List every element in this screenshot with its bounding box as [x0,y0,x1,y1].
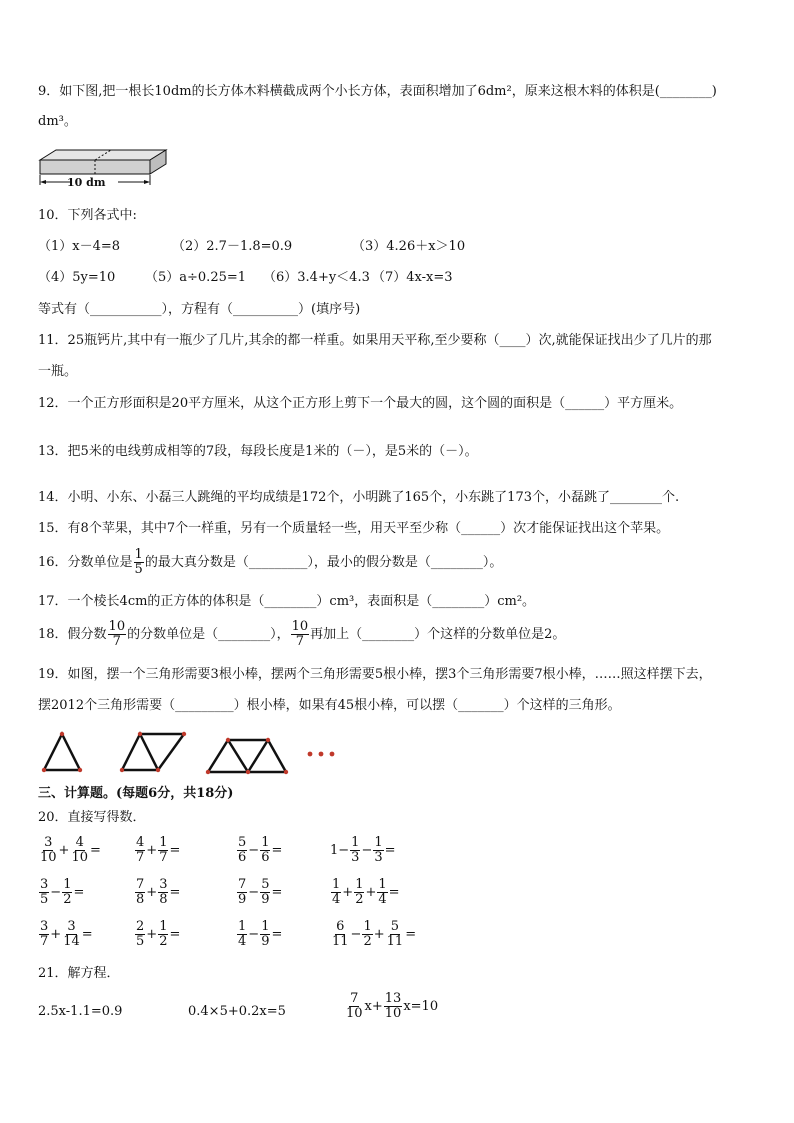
numerator: 10 [108,619,126,634]
q19-line2: 摆2012个三角形需要（_________）根小棒，如果有45根小棒，可以摆（_______）个这样的三角形。 [38,698,621,713]
q19-line1: 19．如图，摆一个三角形需要3根小棒，摆两个三角形需要5根小棒，摆3个三角形需要7根小棒，……照这样摆下去， [38,667,712,682]
operator: = [169,842,181,858]
operator: + [373,926,385,942]
denominator: 5 [136,934,145,949]
fraction [260,878,270,907]
q10-item-7: （7）4x-x=3 [372,270,453,285]
operator: = [169,884,181,900]
denominator: 10 [384,1006,402,1021]
denominator: 2 [355,892,364,907]
operator: = [271,884,283,900]
operator: − [350,926,362,942]
numerator: 1 [355,877,364,892]
fraction [331,920,350,949]
numerator: 1 [261,919,270,934]
denominator: 3 [351,850,360,865]
denominator: 10 [71,850,88,865]
q20-expression-3-2 [134,920,180,949]
fraction [237,920,247,949]
fraction [373,836,383,865]
operator: = [405,926,417,942]
q21-equation-3 [344,992,438,1021]
operator: − [361,842,373,858]
fraction [135,878,145,907]
q20-expression-1-4 [330,836,396,865]
denominator: 11 [332,934,349,949]
q9-line2: dm³。 [38,114,77,129]
fraction [377,878,387,907]
numerator: 7 [350,991,359,1006]
fraction [260,836,270,865]
denominator: 4 [238,934,247,949]
operator: = [73,884,85,900]
denominator: 10 [40,850,57,865]
q18-fraction-2 [291,620,310,649]
q20-expression-2-3 [236,878,282,907]
fraction [158,920,168,949]
numerator: 2 [136,919,145,934]
q21-equation-1: 2.5x-1.1=0.9 [38,1004,123,1019]
fraction [331,878,341,907]
fraction [135,920,145,949]
q21-equation-2: 0.4×5+0.2x=5 [188,1004,286,1019]
q16-post: 的最大真分数是（_________），最小的假分数是（________）。 [144,554,503,570]
fraction [39,920,49,949]
numerator: 1 [159,919,168,934]
operator: = [90,842,101,858]
denominator: 4 [378,892,387,907]
numerator: 4 [75,835,84,850]
q16-pre: 16．分数单位是 [38,554,133,570]
numerator: 7 [238,877,247,892]
operator: − [248,884,260,900]
denominator: 11 [386,934,404,949]
numerator: 7 [136,877,145,892]
q18 [38,620,565,649]
denominator: 6 [238,850,247,865]
operator: − [50,884,62,900]
numerator: 4 [136,835,145,850]
q21-eq3-mid: x+ [364,998,383,1014]
denominator: 7 [295,634,305,649]
fraction [135,836,145,865]
q10-item-2: （2）2.7－1.8=0.9 [172,239,293,254]
q15: 15．有8个苹果，其中7个一样重，另有一个质量轻一些，用天平至少称（______）次才能保证找出这个苹果。 [38,521,670,536]
q16-fraction [134,548,144,577]
fraction [237,836,247,865]
numerator: 1 [332,877,341,892]
numerator: 1 [134,547,143,562]
fraction [350,836,360,865]
numerator: 1 [159,835,168,850]
fraction [386,920,405,949]
operator: + [146,926,158,942]
operator: + [146,884,158,900]
q21-fraction-1 [345,992,364,1021]
numerator: 3 [40,877,49,892]
numerator: 1 [261,835,270,850]
numerator: 1 [63,877,72,892]
denominator: 7 [136,850,145,865]
triangle-pattern-figure [36,728,346,776]
q16 [38,548,502,577]
denominator: 2 [159,934,168,949]
numerator: 3 [40,919,49,934]
q21-fraction-2 [384,992,403,1021]
q20-expression-2-1 [38,878,84,907]
fraction [70,836,89,865]
denominator: 10 [346,1006,363,1021]
operator: 1− [330,842,350,858]
operator: − [248,926,260,942]
denominator: 9 [261,892,270,907]
denominator: 5 [40,892,49,907]
operator: = [81,926,93,942]
numerator: 1 [363,919,372,934]
denominator: 8 [159,892,168,907]
operator: + [146,842,158,858]
denominator: 2 [363,934,372,949]
q9-line1: 9．如下图,把一根长10dm的长方体木料横截成两个小长方体，表面积增加了6dm²，原来这根木料的体积是(________) [38,84,717,99]
operator: + [365,884,377,900]
denominator: 2 [63,892,72,907]
q18-fraction-1 [108,620,127,649]
q20-title: 20．直接写得数． [38,810,146,825]
denominator: 7 [40,934,49,949]
fraction [237,878,247,907]
fraction [354,878,364,907]
q18-post: 再加上（________）个这样的分数单位是2。 [310,626,566,642]
numerator: 3 [44,835,53,850]
q20-expression-1-3 [236,836,282,865]
fraction [260,920,270,949]
numerator: 5 [238,835,247,850]
denominator: 5 [134,562,143,577]
operator: = [169,926,181,942]
q11-line2: 一瓶。 [38,364,78,379]
denominator: 7 [112,634,121,649]
operator: = [271,842,283,858]
cuboid-length-label: 10 dm [67,176,106,189]
q20-expression-3-3 [236,920,282,949]
operator: + [50,926,62,942]
operator: = [384,842,396,858]
q17: 17．一个棱长4cm的正方体的体积是（________）cm³，表面积是（________）cm²。 [38,594,536,609]
q11-line1: 11．25瓶钙片,其中有一瓶少了几片,其余的都一样重。如果用天平称,至少要称（____）次,就能保证找出少了几片的那 [38,333,712,348]
fraction [158,836,168,865]
q14: 14．小明、小东、小磊三人跳绳的平均成绩是172个，小明跳了165个，小东跳了173个，小磊跳了________个. [38,490,680,505]
q20-expression-2-2 [134,878,180,907]
q10-item-3: （3）4.26＋x＞10 [352,239,466,254]
fraction [362,920,372,949]
denominator: 7 [159,850,168,865]
q20-expression-3-4 [330,920,416,949]
q10-item-6: （6）3.4+y＜4.3 [263,270,370,285]
operator: = [388,884,400,900]
q18-mid: 的分数单位是（________）， [127,626,290,642]
q21-eq3-post: x=10 [403,998,439,1014]
denominator: 4 [332,892,341,907]
numerator: 6 [336,919,345,934]
q13: 13．把5米的电线剪成相等的7段，每段长度是1米的（－），是5米的（－）。 [38,444,478,459]
denominator: 9 [238,892,247,907]
numerator: 1 [378,877,387,892]
fraction [62,920,81,949]
q20-expression-3-1 [38,920,93,949]
q18-pre: 18．假分数 [38,626,107,642]
numerator: 3 [67,919,76,934]
denominator: 9 [261,934,270,949]
q20-expression-1-2 [134,836,180,865]
operator: − [248,842,260,858]
fraction [158,878,168,907]
q10-item-5: （5）a÷0.25=1 [145,270,247,285]
denominator: 3 [374,850,383,865]
numerator: 1 [351,835,360,850]
fraction [39,878,49,907]
q20-expression-2-4 [330,878,400,907]
denominator: 14 [63,934,80,949]
numerator: 3 [159,877,168,892]
q21-title: 21．解方程． [38,966,120,981]
numerator: 5 [261,877,270,892]
q12: 12．一个正方形面积是20平方厘米，从这个正方形上剪下一个最大的圆，这个圆的面积是（______）平方厘米。 [38,396,683,411]
denominator: 6 [261,850,270,865]
operator: + [342,884,354,900]
fraction [39,836,58,865]
numerator: 10 [291,619,309,634]
q10-title: 10．下列各式中: [38,208,137,223]
denominator: 8 [136,892,145,907]
numerator: 13 [384,991,402,1006]
fraction [62,878,72,907]
operator: + [58,842,70,858]
numerator: 1 [374,835,383,850]
q10-item-1: （1）x－4=8 [38,239,121,254]
numerator: 5 [390,919,400,934]
numerator: 1 [238,919,247,934]
operator: = [271,926,283,942]
q10-item-4: （4）5y=10 [38,270,116,285]
q10-answer: 等式有（___________），方程有（__________）(填序号) [38,302,361,317]
section-3-heading: 三、计算题。(每题6分，共18分) [38,786,234,801]
q20-expression-1-1 [38,836,101,865]
